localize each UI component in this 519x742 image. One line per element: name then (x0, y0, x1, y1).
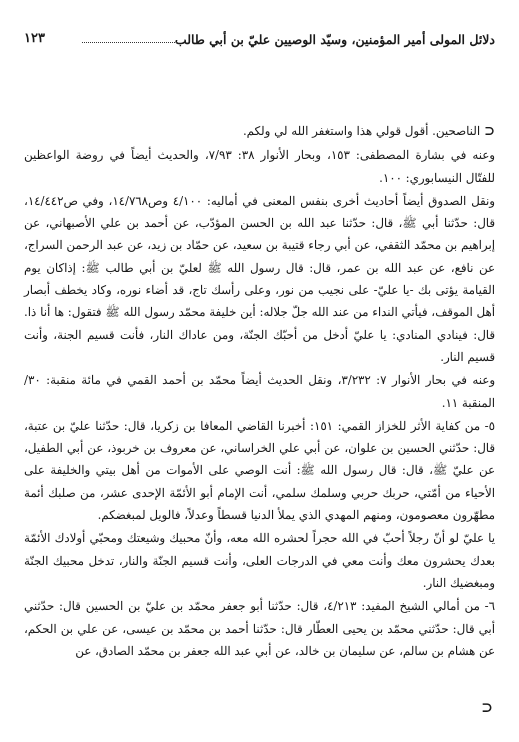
paragraph-2: وعنه في بشارة المصطفى: ١٥٣، وبحار الأنوار ٣٨: ٧/٩٣، والحديث أيضاً في روضة الواعظين للفتّال النيسابوري: ١٠٠. (24, 148, 495, 185)
header-dotted-leader (82, 42, 177, 43)
paragraph-4: وعنه في بحار الأنوار ٧: ٣/٢٣٢، ونقل الحديث أيضاً محمّد بن أحمد القمي في مائة منقبة: ٣٠/ المنقبة ١١. (24, 373, 496, 410)
footnote-body (24, 120, 495, 663)
header-title-text: دلائل المولى أمير المؤمنين، وسيّد الوصيين عليّ بن أبي طالب (174, 32, 495, 47)
paragraph-1 (24, 120, 495, 143)
continuation-mark-bottom: ⊂ (481, 700, 493, 716)
continuation-mark-top: ⊃ (484, 124, 495, 139)
page-number: ١٢٣ (24, 31, 45, 46)
header-title (175, 32, 495, 47)
running-header (24, 14, 495, 54)
paragraph-6: يا عليّ لو أنّ رجلاً أحبّ في الله حجراً لحشره الله معه، وأنّ محبيك وشيعتك ومحبّي أولادك الأئمّة بعدك يحشرون معك وأنت معي في الدرجات العلى، وأنت قسيم الجنّة والنار، تدخل محبيك الجنّة ومبغضيك النار. (24, 531, 495, 590)
paragraph-5: ٥- من كفاية الأثر للخزاز القمي: ١٥١: أخبرنا القاضي المعافا بن زكريا، قال: حدّثنا عليّ بن عتبة، قال: حدّثني الحسين بن علوان، عن أبي علي الخراساني، عن معروف بن خربوذ، عن أبي الطفيل، عن عليّ ﷺ، قال: قال رسول الله ﷺ: أنت الوصي على الأموات من أهل بيتي والخليفة على الأحياء من أمّتي، حربك حربي وسلمك سلمي، أنت الإمام أبو الأئمّة الإحدى عشر، من صلبك أئمة مطهّرون معصومون، ومنهم المهدي الذي يملأ الدنيا قسطاً وعدلاً، فالويل لمبغضكم. (24, 418, 495, 523)
paragraph-7: ٦- من أمالي الشيخ المفيد: ٤/٢١٣، قال: حدّثنا أبو جعفر محمّد بن عليّ بن الحسين قال: حدّثني أبي قال: حدّثني محمّد بن يحيى العطّار قال: حدّثنا أحمد بن محمّد بن عيسى، عن علي بن الحكم، عن هشام بن سالم، عن سليمان بن خالد، عن أبي عبد الله جعفر بن محمّد الصادق، عن (24, 599, 495, 658)
paragraph-1-text: الناصحين. أقول قولي هذا واستغفر الله لي ولكم. (242, 124, 481, 138)
paragraph-3: ونقل الصدوق أيضاً أحاديث أخرى بنفس المعنى في أماليه: ٤/١٠٠ وص١٤/٧٦٨، وفي ص١٤/٤٤٢، قال: حدّثنا أبي ﷺ، قال: حدّثنا عبد الله بن الحسن المؤدّب، عن أحمد بن علي الأصبهاني، عن إبراهيم بن محمّد الثقفي، عن أبي رجاء قتيبة بن سعيد، عن حمّاد بن زيد، عن عبد الرحمن السراج، عن نافع، عن عبد الله بن عمر، قال: قال رسول الله ﷺ لعليّ بن أبي طالب ﷺ: إذاكان يوم القيامة يؤتى بك -يا عليّ- على نجيب من نور، وعلى رأسك تاج، قد أضاء نوره، وكاد يخطف أبصار أهل الموقف، فيأتي النداء من عند الله جلّ جلاله: أين خليفة محمّد رسول الله ﷺ فتقول: ها أنا ذا. قال: فينادي المنادي: يا عليّ أدخل من أحبّك الجنّة، ومن عاداك النار، فأنت قسيم الجنة، وأنت قسيم النار. (24, 193, 495, 364)
